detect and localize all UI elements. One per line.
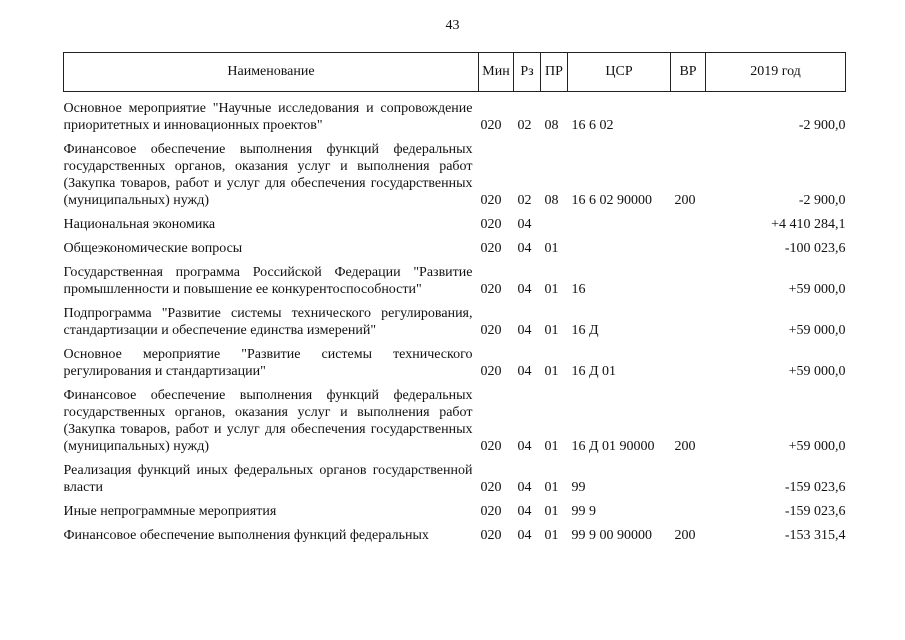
table-row <box>64 462 846 503</box>
row-sum: +59 000,0 <box>788 439 846 454</box>
header-year: 2019 год <box>706 53 846 92</box>
row-vr <box>671 305 706 346</box>
row-name: Финансовое обеспечение выполнения функций федеральных государственных органов, оказания услуг и выполнения работ (Закупка товаров, работ и услуг для обеспечения государственных (муниципальных) нужд) <box>63 142 473 208</box>
row-rz: 04 <box>517 528 532 543</box>
row-sum: -159 023,6 <box>784 480 846 495</box>
row-csr: 16 <box>571 282 586 297</box>
row-rz: 04 <box>517 282 532 297</box>
row-vr: 200 <box>674 193 696 208</box>
table-row <box>64 527 846 551</box>
row-name: Основное мероприятие "Развитие системы технического регулирования и стандартизации" <box>63 347 473 379</box>
row-min: 020 <box>480 364 502 379</box>
row-name: Общеэкономические вопросы <box>63 241 243 256</box>
row-rz: 04 <box>517 480 532 495</box>
row-pr: 01 <box>544 323 559 338</box>
row-csr: 99 <box>571 480 586 495</box>
row-sum: -2 900,0 <box>798 193 846 208</box>
table-row <box>64 264 846 305</box>
row-min: 020 <box>480 241 502 256</box>
row-csr: 16 Д <box>571 323 599 338</box>
table-row <box>64 92 846 142</box>
row-vr <box>671 462 706 503</box>
table-row <box>64 503 846 527</box>
row-vr <box>671 346 706 387</box>
row-vr <box>671 240 706 264</box>
row-pr: 01 <box>544 480 559 495</box>
row-pr: 01 <box>544 282 559 297</box>
row-pr: 08 <box>544 118 559 133</box>
budget-table <box>63 52 846 551</box>
row-name: Национальная экономика <box>63 217 216 232</box>
header-pr: ПР <box>541 53 568 92</box>
header-min: Мин <box>479 53 514 92</box>
row-pr: 01 <box>544 241 559 256</box>
row-vr: 200 <box>674 528 696 543</box>
row-name: Подпрограмма "Развитие системы технического регулирования, стандартизации и обеспечение единства измерений" <box>63 306 473 338</box>
row-min: 020 <box>480 217 502 232</box>
row-rz: 04 <box>517 217 532 232</box>
row-name: Государственная программа Российской Федерации "Развитие промышленности и повышение ее конкурентоспособности" <box>63 265 473 297</box>
row-vr <box>671 92 706 142</box>
row-sum: -153 315,4 <box>784 528 846 543</box>
row-min: 020 <box>480 528 502 543</box>
row-name: Финансовое обеспечение выполнения функций федеральных <box>63 528 429 543</box>
row-csr <box>568 240 671 264</box>
row-csr: 16 Д 01 90000 <box>571 439 655 454</box>
table-row <box>64 387 846 462</box>
table-row <box>64 240 846 264</box>
row-vr: 200 <box>674 439 696 454</box>
row-csr: 16 6 02 <box>571 118 614 133</box>
row-vr <box>671 503 706 527</box>
row-sum: +59 000,0 <box>788 323 846 338</box>
row-rz: 04 <box>517 504 532 519</box>
header-name: Наименование <box>64 53 479 92</box>
row-name: Реализация функций иных федеральных органов государственной власти <box>63 463 473 495</box>
table-row <box>64 216 846 240</box>
row-min: 020 <box>480 439 502 454</box>
table-row <box>64 305 846 346</box>
row-pr: 01 <box>544 364 559 379</box>
row-pr <box>541 216 568 240</box>
row-rz: 04 <box>517 323 532 338</box>
row-rz: 02 <box>517 193 532 208</box>
header-csr: ЦСР <box>568 53 671 92</box>
row-vr <box>671 264 706 305</box>
row-rz: 04 <box>517 439 532 454</box>
row-pr: 01 <box>544 439 559 454</box>
row-csr: 99 9 00 90000 <box>571 528 652 543</box>
row-rz: 04 <box>517 364 532 379</box>
row-name: Иные непрограммные мероприятия <box>63 504 277 519</box>
header-vr: ВР <box>671 53 706 92</box>
row-min: 020 <box>480 480 502 495</box>
row-rz: 02 <box>517 118 532 133</box>
row-min: 020 <box>480 282 502 297</box>
row-sum: -2 900,0 <box>798 118 846 133</box>
row-pr: 01 <box>544 504 559 519</box>
row-csr: 99 9 <box>571 504 596 519</box>
row-csr <box>568 216 671 240</box>
row-pr: 01 <box>544 528 559 543</box>
row-pr: 08 <box>544 193 559 208</box>
row-min: 020 <box>480 504 502 519</box>
row-sum: +59 000,0 <box>788 364 846 379</box>
header-rz: Рз <box>514 53 541 92</box>
row-name: Финансовое обеспечение выполнения функций федеральных государственных органов, оказания услуг и выполнения работ (Закупка товаров, работ и услуг для обеспечения государственных (муниципальных) нужд) <box>63 388 473 454</box>
table-body <box>64 92 846 552</box>
table-row <box>64 141 846 216</box>
table-row <box>64 346 846 387</box>
table-header-row <box>64 53 846 92</box>
row-vr <box>671 216 706 240</box>
row-sum: -159 023,6 <box>784 504 846 519</box>
row-min: 020 <box>480 323 502 338</box>
row-sum: +59 000,0 <box>788 282 846 297</box>
row-csr: 16 6 02 90000 <box>571 193 652 208</box>
page-number: 43 <box>445 18 460 33</box>
row-sum: +4 410 284,1 <box>771 217 846 232</box>
row-csr: 16 Д 01 <box>571 364 617 379</box>
row-sum: -100 023,6 <box>784 241 846 256</box>
row-name: Основное мероприятие "Научные исследования и сопровождение приоритетных и инновационных проектов" <box>63 101 473 133</box>
row-rz: 04 <box>517 241 532 256</box>
row-min: 020 <box>480 193 502 208</box>
row-min: 020 <box>480 118 502 133</box>
